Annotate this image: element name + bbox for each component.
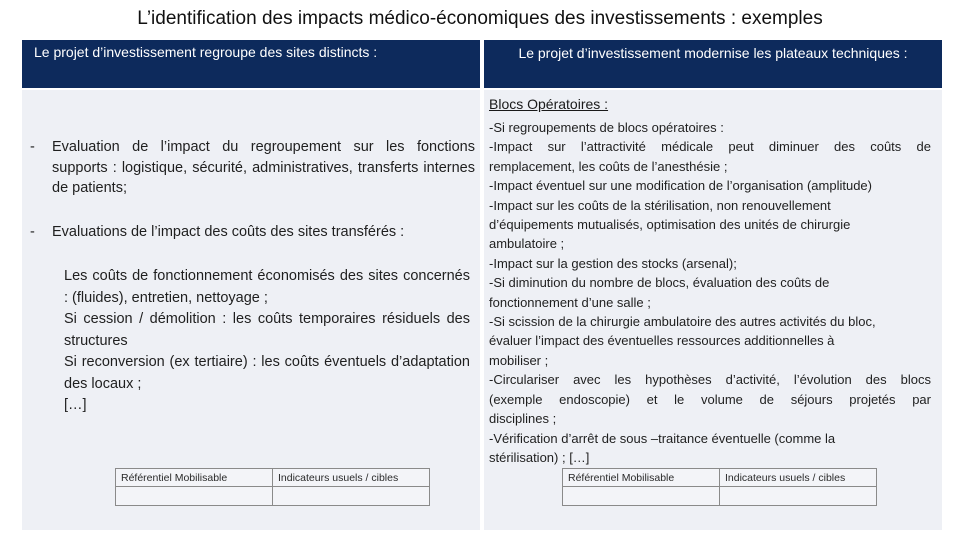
detail-line: -Impact sur les coûts de la stérilisation, non renouvellement xyxy=(489,197,831,213)
left-column-header: Le projet d’investissement regroupe des sites distincts : xyxy=(22,40,480,88)
paragraph-line: Si cession / démolition : les coûts temporaires résiduels des structures xyxy=(64,311,470,349)
detail-line: -Impact éventuel sur une modification de l’organisation (amplitude) xyxy=(489,178,872,194)
detail-line: -Si scission de la chirurgie ambulatoire des autres activités du bloc, xyxy=(489,314,876,330)
table-header-referentiel: Référentiel Mobilisable xyxy=(116,469,273,487)
table-cell-empty[interactable] xyxy=(273,487,430,506)
detail-line: -Impact sur la gestion des stocks (arsenal); xyxy=(489,255,737,271)
left-panel xyxy=(22,90,480,530)
bullet-item xyxy=(30,137,475,199)
right-panel xyxy=(484,90,942,530)
table-header-referentiel: Référentiel Mobilisable xyxy=(563,469,720,487)
detail-line: d’équipements mutualisés, optimisation des unités de chirurgie xyxy=(489,217,851,233)
right-column-header: Le projet d’investissement modernise les plateaux techniques : xyxy=(484,40,942,88)
bullet-text: Evaluation de l’impact du regroupement sur les fonctions supports : logistique, sécurité, administratives, transferts internes de patients; xyxy=(52,139,475,196)
bullet-dash: - xyxy=(30,224,35,240)
blocs-details xyxy=(489,118,931,467)
detail-line: -Circulariser avec les hypothèses d’activité, l’évolution des blocs xyxy=(489,372,931,388)
costs-paragraph xyxy=(64,266,470,417)
table-cell-empty[interactable] xyxy=(563,487,720,506)
left-reference-table xyxy=(115,468,430,506)
detail-line: ambulatoire ; xyxy=(489,236,565,252)
detail-line: (exemple endoscopie) et le volume de séjours projetés par xyxy=(489,391,931,407)
section-title-blocs: Blocs Opératoires : xyxy=(489,96,609,112)
detail-line: fonctionnement d’une salle ; xyxy=(489,294,651,310)
paragraph-line: Les coûts de fonctionnement économisés des sites concernés : (fluides), entretien, nettoyage ; xyxy=(64,268,470,306)
bullet-dash: - xyxy=(30,139,35,155)
detail-line: mobiliser ; xyxy=(489,352,549,368)
paragraph-line: […] xyxy=(64,397,87,413)
bullet-item xyxy=(30,222,475,243)
table-header-indicateurs: Indicateurs usuels / cibles xyxy=(720,469,877,487)
detail-line: remplacement, les coûts de l’anesthésie ; xyxy=(489,158,728,174)
right-reference-table xyxy=(562,468,877,506)
table-cell-empty[interactable] xyxy=(116,487,273,506)
detail-line: évaluer l’impact des éventuelles ressources additionnelles à xyxy=(489,333,835,349)
detail-line: -Vérification d’arrêt de sous –traitance éventuelle (comme la xyxy=(489,430,836,446)
detail-line: stérilisation) ; […] xyxy=(489,449,590,465)
slide-title: L’identification des impacts médico-économiques des investissements : exemples xyxy=(137,8,823,29)
detail-line: -Si regroupements de blocs opératoires : xyxy=(489,120,724,135)
table-cell-empty[interactable] xyxy=(720,487,877,506)
paragraph-line: Si reconversion (ex tertiaire) : les coûts éventuels d’adaptation des locaux ; xyxy=(64,354,470,392)
detail-line: -Impact sur l’attractivité médicale peut diminuer des coûts de xyxy=(489,139,931,155)
detail-line: disciplines ; xyxy=(489,411,557,427)
table-header-indicateurs: Indicateurs usuels / cibles xyxy=(273,469,430,487)
detail-line: -Si diminution du nombre de blocs, évaluation des coûts de xyxy=(489,275,830,291)
bullet-text: Evaluations de l’impact des coûts des sites transférés : xyxy=(52,224,405,240)
